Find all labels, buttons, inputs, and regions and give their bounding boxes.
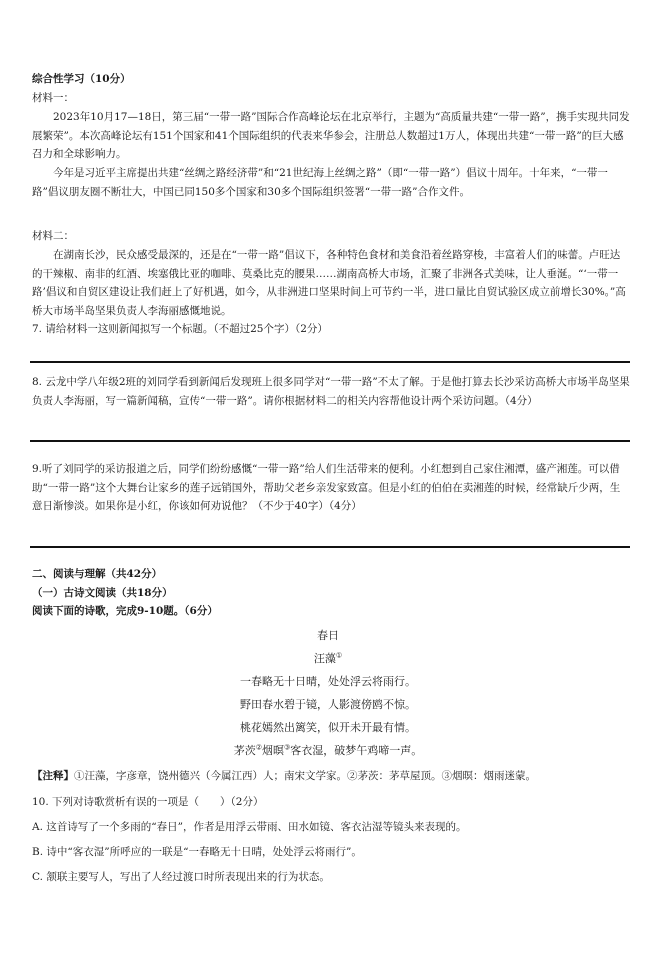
subsection-title: （一）古诗文阅读（共18分） [32,587,173,599]
poem-intro: 阅读下面的诗歌，完成9-10题。（6分） [32,605,218,617]
notes-label: 【注释】 [32,770,74,782]
poem-line-4 [0,742,656,758]
answer-line-q8[interactable] [30,440,630,442]
option-b[interactable]: B. 诗中“客衣湿”所呼应的一联是“一春略无十日晴，处处浮云将雨行”。 [32,846,362,858]
question-10-stem: 10. 下列对诗歌赏析有误的一项是（ ）（2分） [32,796,264,808]
poem-author-line [0,650,656,666]
option-a[interactable]: A. 这首诗写了一个多雨的“春日”，作者是用浮云带雨、田水如镜、客衣沾湿等镜头来表现的。 [32,821,467,833]
notes-text: ①汪藻，字彦章，饶州德兴（今属江西）人；南宋文学家。②茅茨：茅草屋顶。③烟暝：烟雨迷蒙。 [74,770,536,782]
material1-label: 材料一： [32,92,74,104]
poem-line-3: 桃花嫣然出篱笑，似开未开最有情。 [240,721,416,734]
poem-line-2: 野田春水碧于镜，人影渡傍鸥不惊。 [240,698,416,711]
poem-line-4-part-a: 茅茨 [233,744,256,757]
material2-paragraph: 在湖南长沙，民众感受最深的，还是在“一带一路”倡议下，各种特色食材和美食沿着丝路穿梭，丰富着人们的味蕾。卢旺达的干辣椒、南非的红酒、埃塞俄比亚的咖啡、莫桑比克的腰果……湖南高桥大市场，汇聚了非洲各式美味，让人垂涎。“‘一带一路’倡议和自贸区建设让我们赶上了好机遇，如今，从非洲进口坚果时间上可节约一半，进口量比自贸试验区成立前增长30%。”高桥大市场半岛坚果负责人李海丽感慨地说。 [32,249,626,317]
section-title: 综合性学习（10分） [32,73,131,85]
poem-notes [32,767,630,786]
answer-line-q9[interactable] [30,546,630,548]
poem-note-mark-3: ③ [284,743,291,752]
poem-author: 汪藻 [313,652,336,665]
question-9: 9.听了刘同学的采访报道之后，同学们纷纷感慨“一带一路”给人们生活带来的便利。小红想到自己家住湘潭，盛产湘莲。可以借助“一带一路”这个大舞台让家乡的莲子远销国外，帮助父老乡亲发家致富。但是小红的伯伯在卖湘莲的时候，经常缺斤少两，生意日渐惨淡。如果你是小红，你该如何劝说他？（不少于40字）（4分） [32,463,621,512]
answer-line-q7[interactable] [30,361,630,363]
poem-title: 春日 [317,629,339,642]
part2-title: 二、阅读与理解（共42分） [32,568,163,580]
poem-line-1: 一春略无十日晴，处处浮云将雨行。 [240,675,416,688]
poem-line-4-part-b: 烟暝 [262,744,284,757]
question-7: 7. 请给材料一这则新闻拟写一个标题。（不超过25个字）（2分） [32,323,328,335]
poem-note-mark-2: ② [255,743,262,752]
question-8: 8. 云龙中学八年级2班的刘同学看到新闻后发现班上很多同学对“一带一路”不太了解。于是他打算去长沙采访高桥大市场半岛坚果负责人李海丽，写一篇新闻稿，宣传“一带一路”。请你根据材料二的相关内容帮他设计两个采访问题。（4分） [32,376,630,407]
material1-paragraph2: 今年是习近平主席提出共建“丝绸之路经济带”和“21世纪海上丝绸之路”（即“一带一路”）倡议十周年。十年来，“一带一路”倡议朋友圈不断壮大，中国已同150多个国家和30多个国际组织签署“一带一路”合作文件。 [32,167,608,198]
poem-author-note-mark: ① [335,651,343,660]
material1-paragraph1: 2023年10月17—18日，第三届“一带一路”国际合作高峰论坛在北京举行，主题为“高质量共建“一带一路”，携手实现共同发展繁荣”。本次高峰论坛有151个国家和41个国际组织的代表来华参会，注册总人数超过1万人，体现出共建“一带一路”的巨大感召力和全球影响力。 [32,111,630,160]
material2-label: 材料二： [32,230,74,242]
option-c[interactable]: C. 颔联主要写人，写出了人经过渡口时所表现出来的行为状态。 [32,871,330,883]
poem-line-4-part-c: 客衣湿，破梦午鸡啼一声。 [290,744,423,757]
